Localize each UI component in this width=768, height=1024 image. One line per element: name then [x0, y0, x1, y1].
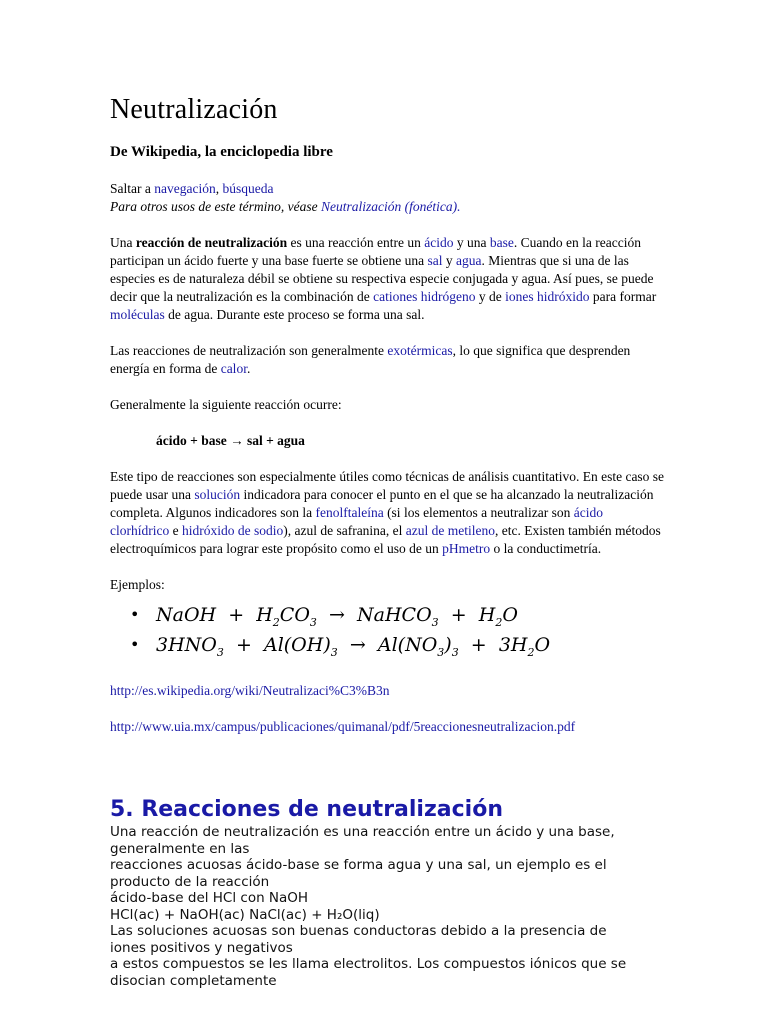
eq-sub: 3 [330, 645, 338, 659]
link-phmetro[interactable]: pHmetro [442, 541, 491, 556]
eq-term: NaHCO [357, 604, 432, 626]
link-iones[interactable]: iones hidróxido [505, 289, 590, 304]
navigation-link[interactable]: navegación [154, 181, 216, 196]
text-run: indicadora para conocer el punto en el que se ha alcanzado la neutralización completa. Algunos indicadores son la [110, 487, 654, 520]
section-line: generalmente en las [110, 840, 250, 857]
url-wikipedia [110, 682, 665, 700]
example-equation [110, 604, 665, 634]
section-line: Las soluciones acuosas son buenas conductoras debido a la presencia de [110, 923, 607, 939]
search-link[interactable]: búsqueda [222, 181, 274, 196]
eq-op: + [470, 633, 487, 656]
examples-label: Ejemplos: [110, 577, 165, 592]
link-fenolftaleina[interactable]: fenolftaleína [315, 505, 384, 520]
eq-op: + [228, 604, 245, 626]
spacer [110, 664, 665, 682]
text-run: es una reacción entre un [287, 235, 425, 250]
examples-list [110, 604, 665, 664]
eq-sub: 2 [272, 615, 280, 629]
text-run: . Cuando en la reacción participan un ácido fuerte y una base fuerte se obtiene una [110, 235, 641, 268]
text-run: y una [453, 235, 490, 250]
disambig-text: Para otros usos de este término, véase [110, 199, 321, 214]
text-run: , lo que significa que desprenden energía en forma de [110, 343, 631, 376]
example-equation [110, 634, 665, 664]
text-run: . Mientras que si una de las especies es de naturaleza débil se obtiene su respectiva especie conjugada y agua. Así pues, se puede decir que la neutralización es la combinación de [110, 253, 654, 304]
page-subtitle: De Wikipedia, la enciclopedia libre [110, 144, 333, 160]
paragraph-exothermic [110, 342, 665, 378]
link-exotermicas[interactable]: exotérmicas [387, 343, 453, 358]
link-calor[interactable]: calor [220, 361, 247, 376]
section-line: producto de la reacción [110, 873, 270, 890]
paragraph-general: Generalmente la siguiente reacción ocurre: [110, 397, 342, 412]
eq-sub: 3 [216, 645, 224, 659]
bold-term: reacción de neutralización [135, 235, 288, 250]
spacer [110, 700, 665, 718]
text-run: ), azul de safranina, el [283, 523, 406, 538]
eq-term: O [502, 604, 518, 626]
eq-term: H [256, 604, 273, 626]
wikipedia-url-link[interactable]: http://es.wikipedia.org/wiki/Neutralizaci%C3%B3n [110, 682, 390, 698]
eq-sub: 3 [309, 615, 317, 629]
eq-sub: 2 [495, 615, 503, 629]
jump-prefix: Saltar a [110, 181, 155, 196]
bullet-icon: • [130, 605, 140, 624]
eq-arrow: → [349, 633, 366, 656]
section-line: Una reacción de neutralización es una reacción entre un ácido y una base, [110, 824, 615, 840]
jump-sep: , [215, 181, 223, 196]
section-line: a estos compuestos se les llama electrolitos. Los compuestos iónicos que se [110, 956, 627, 972]
eq-term: 3H [498, 633, 528, 656]
disambig-link[interactable]: Neutralización (fonética). [320, 199, 461, 214]
eq-op: + [450, 604, 467, 626]
link-agua[interactable]: agua [456, 253, 482, 268]
text-run: Una [110, 235, 136, 250]
jump-links [110, 180, 665, 198]
paragraph-intro [110, 234, 665, 324]
text-run: , etc. Existen también métodos electroquímicos para lograr este propósito como el uso de un [110, 523, 661, 556]
text-run: . [246, 361, 251, 376]
section-5 [110, 796, 650, 989]
eq-term: O [534, 633, 551, 656]
spacer [110, 558, 665, 576]
eq-term: ) [444, 633, 452, 656]
link-azul-metileno[interactable]: azul de metileno [405, 523, 496, 538]
spacer [110, 414, 665, 432]
eq-sub: 3 [437, 645, 445, 659]
link-hidroxido-sodio[interactable]: hidróxido de sodio [181, 523, 284, 538]
eq-term: Al(OH) [263, 633, 331, 656]
eq-term: Al(NO [377, 633, 438, 656]
uia-pdf-url-link[interactable]: http://www.uia.mx/campus/publicaciones/quimanal/pdf/5reaccionesneutralizacion.pdf [110, 718, 576, 734]
disambiguation-note [110, 198, 665, 216]
text-run: Las reacciones de neutralización son generalmente [110, 343, 388, 358]
eq-op: + [235, 633, 252, 656]
spacer [110, 216, 665, 234]
link-acido-clorhidrico[interactable]: ácido clorhídrico [110, 505, 604, 538]
spacer [110, 324, 665, 342]
eq-term: CO [279, 604, 310, 626]
text-run: (si los elementos a neutralizar son [383, 505, 574, 520]
link-cationes[interactable]: cationes hidrógeno [373, 289, 476, 304]
eq-arrow: → [329, 604, 345, 626]
text-run: de agua. Durante este proceso se forma una sal. [164, 307, 425, 322]
general-reaction: ácido + base → sal + agua [156, 433, 305, 448]
eq-term: NaOH [156, 604, 217, 626]
eq-term: H [478, 604, 496, 626]
text-run: y de [475, 289, 506, 304]
link-solucion[interactable]: solución [194, 487, 241, 502]
eq-term: 3HNO [156, 633, 217, 656]
section-line: iones positivos y negativos [110, 939, 293, 956]
section-line: disocian completamente [110, 972, 277, 989]
section-heading: 5. Reacciones de neutralización [110, 797, 503, 822]
link-moleculas[interactable]: moléculas [110, 307, 165, 322]
section-line: HCl(ac) + NaOH(ac) NaCl(ac) + H₂O(liq) [110, 906, 380, 923]
text-run: para formar [589, 289, 657, 304]
page-title: Neutralización [110, 94, 278, 125]
link-base[interactable]: base [489, 235, 514, 250]
section-line: ácido-base del HCl con NaOH [110, 890, 309, 906]
link-acido[interactable]: ácido [424, 235, 454, 250]
eq-sub: 3 [431, 615, 439, 629]
text-run: e [169, 523, 182, 538]
spacer [110, 450, 665, 468]
bullet-icon: • [130, 634, 140, 654]
section-line: reacciones acuosas ácido-base se forma agua y una sal, un ejemplo es el [110, 857, 607, 873]
paragraph-indicators [110, 468, 665, 558]
eq-sub: 2 [527, 645, 535, 659]
text-run: o la conductimetría. [490, 541, 602, 556]
url-uia [110, 718, 665, 736]
wiki-article [110, 92, 665, 736]
link-sal[interactable]: sal [427, 253, 443, 268]
eq-sub: 3 [451, 645, 459, 659]
text-run: Este tipo de reacciones son especialmente útiles como técnicas de análisis cuantitativo. En este caso se puede usar una [110, 469, 665, 502]
spacer [110, 378, 665, 396]
text-run: y [442, 253, 456, 268]
